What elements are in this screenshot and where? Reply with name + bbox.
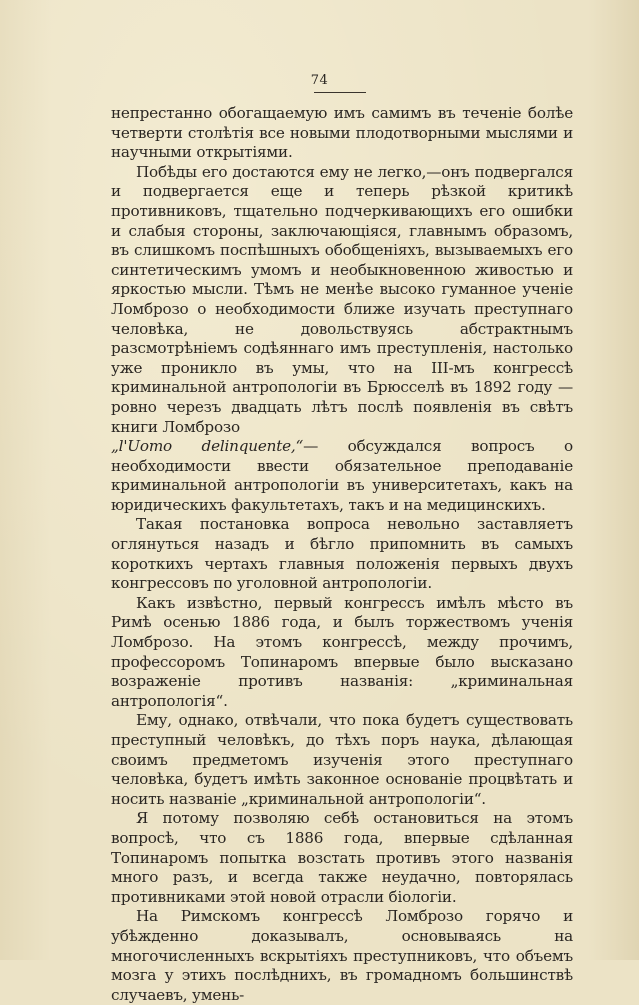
paragraph-uomo-delinquente (111, 437, 573, 515)
page-number-rule (314, 92, 366, 93)
book-title-italic: „l'Uomo delinquente,“ (111, 437, 304, 456)
page-number: 74 (310, 73, 329, 88)
paragraph-reply: Ему, однако, отвѣчали, что пока будетъ существовать преступный человѣкъ, до тѣхъ поръ наука, дѣлающая своимъ предметомъ изученія этого преступнаго человѣка, будетъ имѣть законное основаніе процвѣтать и носить названіе „криминальной антропологіи“. (111, 711, 573, 808)
paragraph-continued: непрестанно обогащаемую имъ самимъ въ теченіе болѣе четверти столѣтія все новыми плодотворными мыслями и научными открытіями. (111, 104, 573, 162)
paragraph-uomo-delinquente-text: — обсуждался вопросъ о необходимости ввести обязательное преподаваніе криминальной антропологіи въ университетахъ, какъ на юридическихъ факультетахъ, такъ и на медицинскихъ. (111, 437, 573, 514)
paragraph-question-setting: Такая постановка вопроса невольно заставляетъ оглянуться назадъ и бѣгло припомнить въ самыхъ короткихъ чертахъ главныя положенія первыхъ двухъ конгрессовъ по уголовной антропологіи. (111, 515, 573, 593)
paragraph-first-congress: Какъ извѣстно, первый конгрессъ имѣлъ мѣсто въ Римѣ осенью 1886 года, и былъ торжествомъ ученія Ломброзо. На этомъ конгрессѣ, между прочимъ, профессоромъ Топинаромъ впервые было высказано возраженіе противъ названія: „криминальная антропологія“. (111, 593, 573, 710)
paragraph-victories: Побѣды его достаются ему не легко,—онъ подвергался и подвергается еще и теперь рѣзкой критикѣ противниковъ, тщательно подчеркивающихъ его ошибки и слабыя стороны, заключающіяся, главнымъ образомъ, въ слишкомъ поспѣшныхъ обобщеніяхъ, вызываемыхъ его синтетическимъ умомъ и необыкновенною живостью и яркостью мысли. Тѣмъ не менѣе высоко гуманное ученіе Ломброзо о необходимости ближе изучать преступнаго человѣка, не довольствуясь абстрактнымъ разсмотрѣніемъ содѣяннаго имъ преступленія, настолько уже проникло въ умы, что на III-мъ конгрессѣ криминальной антропологіи въ Брюсселѣ въ 1892 году — ровно черезъ двадцать лѣтъ послѣ появленія въ свѣтъ книги Ломброзо (111, 162, 573, 436)
paragraph-roman-congress: На Римскомъ конгрессѣ Ломброзо горячо и убѣжденно доказывалъ, основываясь на многочисленныхъ вскрытіяхъ преступниковъ, что объемъ мозга у этихъ послѣднихъ, въ громадномъ большинствѣ случаевъ, умень- (111, 907, 573, 1004)
body-text (111, 104, 573, 1005)
paragraph-dwelling: Я потому позволяю себѣ остановиться на этомъ вопросѣ, что съ 1886 года, впервые сдѣланная Топинаромъ попытка возстать противъ этого названія много разъ, и всегда также неудачно, повторялась противниками этой новой отрасли біологіи. (111, 809, 573, 906)
